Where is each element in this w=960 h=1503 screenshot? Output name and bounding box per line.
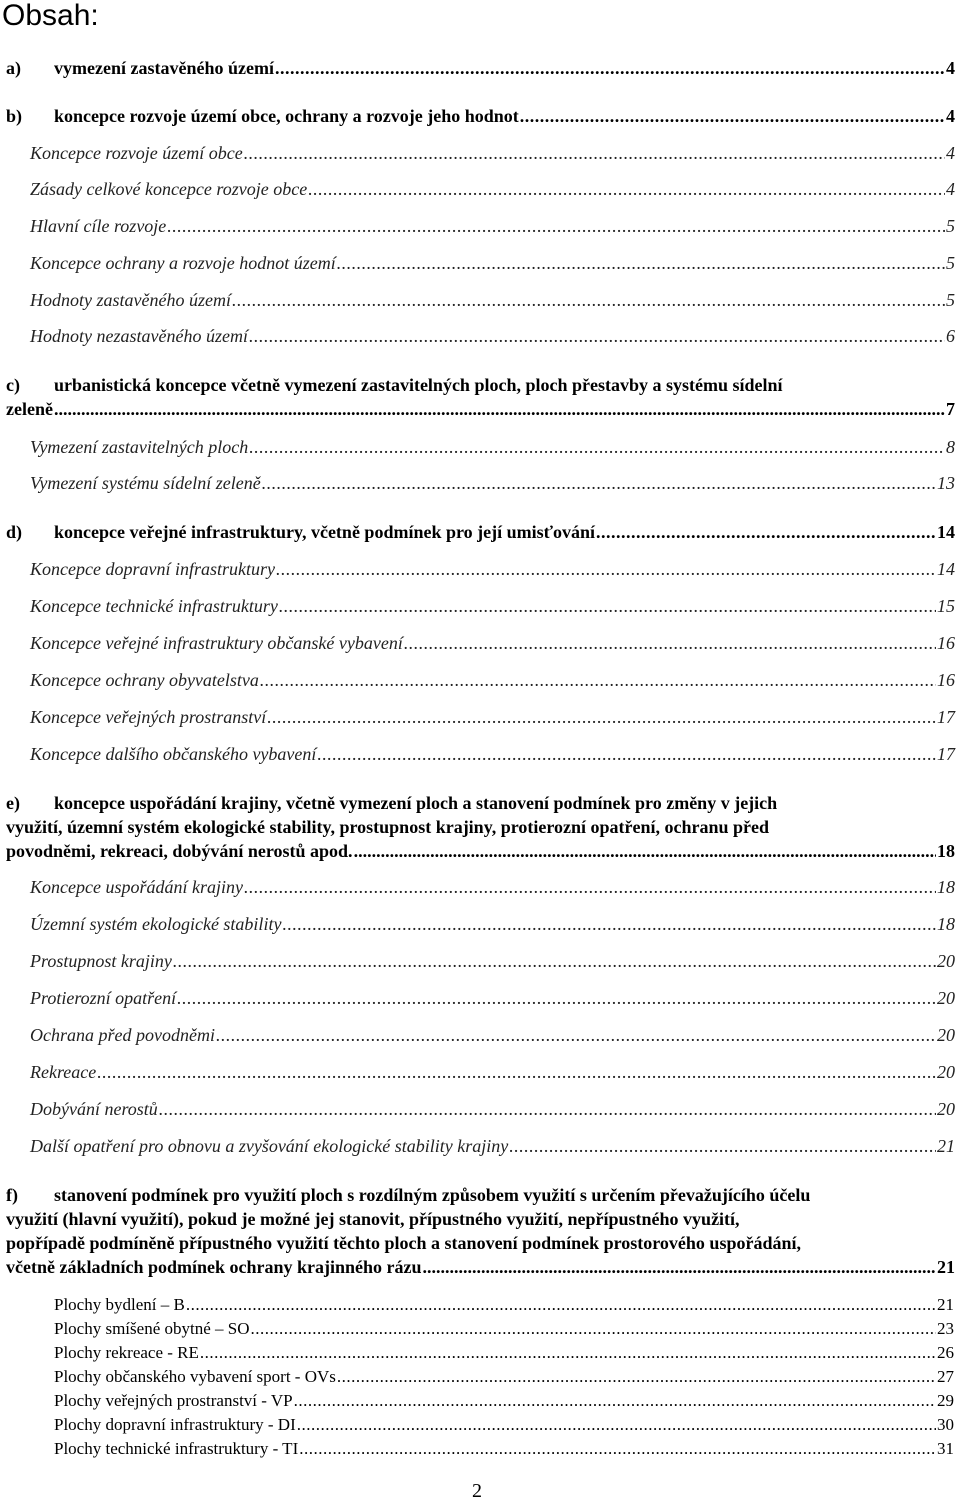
entry-text: Plochy občanského vybavení sport - OVs <box>54 1367 336 1386</box>
page-ref: 21 <box>937 1257 955 1277</box>
toc-subentry[interactable] <box>54 1437 954 1461</box>
entry-text: Prostupnost krajiny <box>30 951 172 971</box>
entry-text: Plochy veřejných prostranství - VP <box>54 1391 293 1410</box>
dot-leader <box>308 177 945 201</box>
dot-leader <box>317 742 936 766</box>
page-ref: 18 <box>937 841 955 861</box>
entry-text: Plochy rekreace - RE <box>54 1343 199 1362</box>
entry-label: d) <box>6 522 23 542</box>
toc-subentry[interactable] <box>30 1060 955 1084</box>
page-ref: 21 <box>937 1295 954 1314</box>
toc-subentry[interactable] <box>54 1413 954 1437</box>
toc-subentry[interactable] <box>30 177 955 201</box>
toc-entry-f[interactable] <box>6 1183 955 1279</box>
page-ref: 27 <box>937 1367 954 1386</box>
page-number: 2 <box>472 1480 482 1502</box>
dot-leader <box>251 1317 937 1341</box>
toc-subentry[interactable] <box>30 1097 955 1121</box>
page-ref: 20 <box>937 1099 955 1119</box>
page-ref: 4 <box>946 179 955 199</box>
toc-subentry[interactable] <box>30 594 955 618</box>
dot-leader <box>249 435 945 459</box>
dot-leader <box>294 1389 936 1413</box>
entry-text: Zásady celkové koncepce rozvoje obce <box>30 179 308 199</box>
dot-leader <box>282 912 936 936</box>
entry-text-line1: koncepce uspořádání krajiny, včetně vymezení ploch a stanovení podmínek pro změny v jejich <box>54 793 778 813</box>
page-ref: 17 <box>937 744 955 764</box>
dot-leader <box>337 1365 936 1389</box>
dot-leader <box>200 1341 936 1365</box>
page-ref: 7 <box>946 399 955 419</box>
toc-subentry[interactable] <box>30 251 955 275</box>
dot-leader <box>354 839 936 863</box>
dot-leader <box>276 557 936 581</box>
toc-subentry[interactable] <box>30 1023 955 1047</box>
toc-subentry[interactable] <box>30 912 955 936</box>
dot-leader <box>299 1437 936 1461</box>
entry-text: Koncepce uspořádání krajiny <box>30 877 243 897</box>
page-ref: 5 <box>946 253 955 273</box>
entry-text-line1: urbanistická koncepce včetně vymezení zastavitelných ploch, ploch přestavby a systému sídelní <box>54 375 783 395</box>
dot-leader <box>509 1134 936 1158</box>
dot-leader <box>337 251 945 275</box>
dot-leader <box>167 214 945 238</box>
page-ref: 17 <box>937 707 955 727</box>
entry-label: f) <box>6 1185 18 1205</box>
page-ref: 4 <box>946 58 955 78</box>
toc-subentry[interactable] <box>54 1317 954 1341</box>
entry-text: Koncepce technické infrastruktury <box>30 596 278 616</box>
entry-text: Koncepce veřejných prostranství <box>30 707 267 727</box>
toc-entry-d[interactable] <box>6 520 955 544</box>
toc-subentry[interactable] <box>30 471 955 495</box>
page-ref: 5 <box>946 290 955 310</box>
dot-leader <box>279 594 936 618</box>
dot-leader <box>216 1023 936 1047</box>
entry-text: Koncepce dopravní infrastruktury <box>30 559 275 579</box>
entry-text: Rekreace <box>30 1062 97 1082</box>
entry-text: Koncepce rozvoje území obce <box>30 143 243 163</box>
page-ref: 21 <box>937 1136 955 1156</box>
page-ref: 4 <box>946 143 955 163</box>
toc-subentry[interactable] <box>30 435 955 459</box>
entry-text: Koncepce ochrany a rozvoje hodnot území <box>30 253 336 273</box>
entry-text: Územní systém ekologické stability <box>30 914 282 934</box>
entry-text-line3: povodněmi, rekreaci, dobývání nerostů apod. <box>6 841 353 861</box>
entry-text: Protierozní opatření <box>30 988 177 1008</box>
toc-entry-b[interactable] <box>6 104 955 128</box>
toc-entry-e[interactable] <box>6 791 955 863</box>
dot-leader <box>260 668 936 692</box>
page-title: Obsah: <box>2 0 99 32</box>
toc-subentry[interactable] <box>30 1134 955 1158</box>
entry-text: koncepce rozvoje území obce, ochrany a rozvoje jeho hodnot <box>54 106 519 126</box>
toc-subentry[interactable] <box>30 288 955 312</box>
page-ref: 20 <box>937 1062 955 1082</box>
page-ref: 16 <box>937 670 955 690</box>
entry-text: koncepce veřejné infrastruktury, včetně podmínek pro její umisťování <box>54 522 596 542</box>
toc-subentry[interactable] <box>54 1341 954 1365</box>
entry-text: Plochy smíšené obytné – SO <box>54 1319 250 1338</box>
entry-text: Dobývání nerostů <box>30 1099 158 1119</box>
page-ref: 23 <box>937 1319 954 1338</box>
entry-text: Koncepce ochrany obyvatelstva <box>30 670 259 690</box>
toc-subentry[interactable] <box>30 949 955 973</box>
entry-label: b) <box>6 106 23 126</box>
dot-leader <box>173 949 936 973</box>
entry-text-line2: zeleně <box>6 399 53 419</box>
entry-text-line3: popřípadě podmíněně přípustného využití těchto ploch a stanovení podmínek prostorového uspořádání, <box>6 1233 801 1253</box>
dot-leader <box>404 631 936 655</box>
dot-leader <box>186 1293 936 1317</box>
entry-text: Plochy technické infrastruktury - TI <box>54 1439 299 1458</box>
page-ref: 20 <box>937 988 955 1008</box>
entry-text: Koncepce veřejné infrastruktury občanské vybavení <box>30 633 403 653</box>
entry-label: e) <box>6 793 20 813</box>
entry-text: Vymezení systému sídelní zeleně <box>30 473 261 493</box>
dot-leader <box>596 520 936 544</box>
entry-label: a) <box>6 58 21 78</box>
toc-entry-c[interactable] <box>6 373 955 421</box>
entry-text-line1: stanovení podmínek pro využití ploch s rozdílným způsobem využití s určením převažujícího účelu <box>54 1185 811 1205</box>
page-ref: 16 <box>937 633 955 653</box>
toc-subentry[interactable] <box>30 742 955 766</box>
entry-text-line4: včetně základních podmínek ochrany krajinného rázu <box>6 1257 422 1277</box>
dot-leader <box>423 1255 936 1279</box>
dot-leader <box>54 397 945 421</box>
page-ref: 31 <box>937 1439 954 1458</box>
dot-leader <box>267 705 936 729</box>
toc-subentry[interactable] <box>30 875 955 899</box>
entry-text: vymezení zastavěného území <box>54 58 274 78</box>
toc-subentry[interactable] <box>30 631 955 655</box>
page-ref: 29 <box>937 1391 954 1410</box>
toc-subentry[interactable] <box>54 1389 954 1413</box>
entry-text-line2: využití (hlavní využití), pokud je možné jej stanovit, přípustného využití, nepřípustného využití, <box>6 1209 740 1229</box>
toc-subentry[interactable] <box>30 986 955 1010</box>
page-ref: 15 <box>937 596 955 616</box>
toc-subentry[interactable] <box>30 324 955 348</box>
entry-text: Hlavní cíle rozvoje <box>30 216 167 236</box>
toc-subentry[interactable] <box>54 1365 954 1389</box>
page-ref: 30 <box>937 1415 954 1434</box>
entry-label: c) <box>6 375 20 395</box>
dot-leader <box>249 324 945 348</box>
toc-subentry[interactable] <box>54 1293 954 1317</box>
entry-text: Další opatření pro obnovu a zvyšování ekologické stability krajiny <box>30 1136 509 1156</box>
dot-leader <box>159 1097 936 1121</box>
entry-text-line2: využití, územní systém ekologické stability, prostupnost krajiny, protierozní opatření, ochranu před <box>6 817 770 837</box>
page-ref: 13 <box>937 473 955 493</box>
dot-leader <box>97 1060 936 1084</box>
dot-leader <box>177 986 936 1010</box>
dot-leader <box>262 471 936 495</box>
page-ref: 26 <box>937 1343 954 1362</box>
toc-subentry[interactable] <box>30 705 955 729</box>
dot-leader <box>520 104 945 128</box>
dot-leader <box>244 875 936 899</box>
page-ref: 5 <box>946 216 955 236</box>
page-ref: 8 <box>946 437 955 457</box>
toc-subentry[interactable] <box>30 141 955 165</box>
dot-leader <box>232 288 945 312</box>
entry-text: Hodnoty zastavěného území <box>30 290 231 310</box>
entry-text: Ochrana před povodněmi <box>30 1025 215 1045</box>
entry-text: Koncepce dalšího občanského vybavení <box>30 744 317 764</box>
entry-text: Vymezení zastavitelných ploch <box>30 437 249 457</box>
page-ref: 18 <box>937 877 955 897</box>
dot-leader <box>275 56 945 80</box>
dot-leader <box>244 141 945 165</box>
toc-subentry[interactable] <box>30 557 955 581</box>
toc-subentry[interactable] <box>30 214 955 238</box>
page-ref: 14 <box>937 559 955 579</box>
page-ref: 20 <box>937 1025 955 1045</box>
toc-subentry[interactable] <box>30 668 955 692</box>
dot-leader <box>297 1413 936 1437</box>
page-ref: 20 <box>937 951 955 971</box>
page-ref: 4 <box>946 106 955 126</box>
toc-entry-a[interactable] <box>6 56 955 80</box>
page-ref: 6 <box>946 326 955 346</box>
page-ref: 14 <box>937 522 955 542</box>
entry-text: Hodnoty nezastavěného území <box>30 326 248 346</box>
entry-text: Plochy bydlení – B <box>54 1295 185 1314</box>
entry-text: Plochy dopravní infrastruktury - DI <box>54 1415 296 1434</box>
page-ref: 18 <box>937 914 955 934</box>
